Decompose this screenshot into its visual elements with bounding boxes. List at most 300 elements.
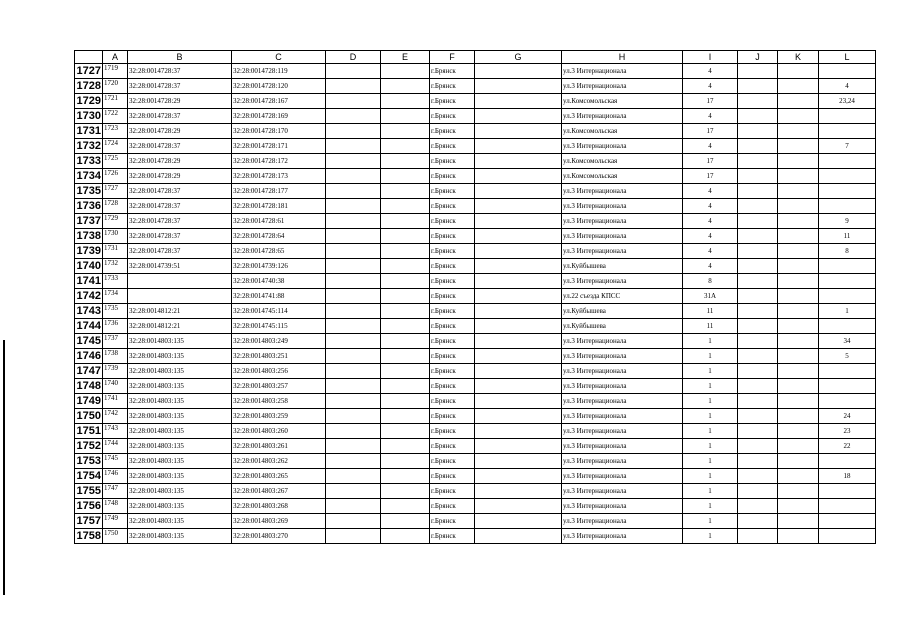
row-number-cell[interactable]: 1758 xyxy=(75,529,103,544)
cell-l[interactable]: 9 xyxy=(819,214,876,229)
cell-l[interactable] xyxy=(819,394,876,409)
cell-i[interactable]: 4 xyxy=(683,199,738,214)
cell-j[interactable] xyxy=(738,499,778,514)
cell-j[interactable] xyxy=(738,304,778,319)
cell-k[interactable] xyxy=(778,64,819,79)
cell-k[interactable] xyxy=(778,394,819,409)
cell-b[interactable]: 32:28:0014728:37 xyxy=(128,214,232,229)
cell-g[interactable] xyxy=(475,214,562,229)
cell-d[interactable] xyxy=(326,124,381,139)
cell-g[interactable] xyxy=(475,199,562,214)
cell-a[interactable]: 1745 xyxy=(103,454,128,469)
cell-a[interactable]: 1739 xyxy=(103,364,128,379)
cell-a[interactable]: 1734 xyxy=(103,289,128,304)
cell-d[interactable] xyxy=(326,469,381,484)
cell-c[interactable]: 32:28:0014803:259 xyxy=(232,409,326,424)
cell-a[interactable]: 1738 xyxy=(103,349,128,364)
cell-a[interactable]: 1748 xyxy=(103,499,128,514)
cell-g[interactable] xyxy=(475,499,562,514)
cell-l[interactable]: 22 xyxy=(819,439,876,454)
cell-e[interactable] xyxy=(381,349,430,364)
cell-c[interactable]: 32:28:0014803:269 xyxy=(232,514,326,529)
cell-l[interactable] xyxy=(819,364,876,379)
cell-h[interactable]: ул.3 Интернационала xyxy=(562,184,683,199)
cell-l[interactable]: 11 xyxy=(819,229,876,244)
cell-c[interactable]: 32:28:0014803:261 xyxy=(232,439,326,454)
cell-g[interactable] xyxy=(475,79,562,94)
cell-k[interactable] xyxy=(778,349,819,364)
row-number-cell[interactable]: 1752 xyxy=(75,439,103,454)
row-number-cell[interactable]: 1746 xyxy=(75,349,103,364)
column-header-j[interactable]: J xyxy=(738,51,778,64)
cell-k[interactable] xyxy=(778,139,819,154)
cell-f[interactable]: г.Брянск xyxy=(430,229,475,244)
cell-a[interactable]: 1726 xyxy=(103,169,128,184)
cell-j[interactable] xyxy=(738,469,778,484)
cell-b[interactable] xyxy=(128,274,232,289)
cell-k[interactable] xyxy=(778,184,819,199)
cell-j[interactable] xyxy=(738,274,778,289)
cell-b[interactable]: 32:28:0014803:135 xyxy=(128,394,232,409)
cell-g[interactable] xyxy=(475,184,562,199)
cell-d[interactable] xyxy=(326,79,381,94)
cell-l[interactable] xyxy=(819,379,876,394)
cell-j[interactable] xyxy=(738,124,778,139)
cell-i[interactable]: 4 xyxy=(683,229,738,244)
cell-j[interactable] xyxy=(738,79,778,94)
cell-b[interactable]: 32:28:0014803:135 xyxy=(128,514,232,529)
cell-f[interactable]: г.Брянск xyxy=(430,154,475,169)
cell-d[interactable] xyxy=(326,154,381,169)
cell-i[interactable]: 17 xyxy=(683,94,738,109)
cell-g[interactable] xyxy=(475,454,562,469)
cell-c[interactable]: 32:28:0014803:257 xyxy=(232,379,326,394)
cell-l[interactable]: 7 xyxy=(819,139,876,154)
cell-d[interactable] xyxy=(326,514,381,529)
cell-c[interactable]: 32:28:0014803:267 xyxy=(232,484,326,499)
cell-e[interactable] xyxy=(381,154,430,169)
row-number-cell[interactable]: 1754 xyxy=(75,469,103,484)
cell-j[interactable] xyxy=(738,334,778,349)
cell-b[interactable]: 32:28:0014728:37 xyxy=(128,109,232,124)
cell-h[interactable]: ул.3 Интернационала xyxy=(562,64,683,79)
cell-k[interactable] xyxy=(778,79,819,94)
cell-i[interactable]: 1 xyxy=(683,334,738,349)
cell-k[interactable] xyxy=(778,274,819,289)
cell-h[interactable]: ул.3 Интернационала xyxy=(562,79,683,94)
cell-d[interactable] xyxy=(326,244,381,259)
cell-e[interactable] xyxy=(381,214,430,229)
cell-g[interactable] xyxy=(475,259,562,274)
column-header-i[interactable]: I xyxy=(683,51,738,64)
cell-h[interactable]: ул.3 Интернационала xyxy=(562,499,683,514)
cell-a[interactable]: 1747 xyxy=(103,484,128,499)
cell-i[interactable]: 11 xyxy=(683,319,738,334)
cell-a[interactable]: 1731 xyxy=(103,244,128,259)
cell-j[interactable] xyxy=(738,364,778,379)
cell-l[interactable] xyxy=(819,289,876,304)
cell-e[interactable] xyxy=(381,124,430,139)
cell-e[interactable] xyxy=(381,409,430,424)
cell-f[interactable]: г.Брянск xyxy=(430,439,475,454)
cell-l[interactable]: 23,24 xyxy=(819,94,876,109)
cell-k[interactable] xyxy=(778,244,819,259)
row-number-cell[interactable]: 1741 xyxy=(75,274,103,289)
cell-l[interactable] xyxy=(819,169,876,184)
cell-i[interactable]: 1 xyxy=(683,364,738,379)
cell-a[interactable]: 1744 xyxy=(103,439,128,454)
cell-i[interactable]: 4 xyxy=(683,244,738,259)
cell-g[interactable] xyxy=(475,244,562,259)
cell-a[interactable]: 1749 xyxy=(103,514,128,529)
cell-c[interactable]: 32:28:0014803:249 xyxy=(232,334,326,349)
cell-l[interactable]: 18 xyxy=(819,469,876,484)
cell-l[interactable]: 24 xyxy=(819,409,876,424)
cell-e[interactable] xyxy=(381,529,430,544)
cell-h[interactable]: ул.Комсомольская xyxy=(562,154,683,169)
cell-h[interactable]: ул.22 съезда КПСС xyxy=(562,289,683,304)
cell-j[interactable] xyxy=(738,514,778,529)
cell-i[interactable]: 1 xyxy=(683,439,738,454)
cell-f[interactable]: г.Брянск xyxy=(430,364,475,379)
row-number-cell[interactable]: 1757 xyxy=(75,514,103,529)
cell-f[interactable]: г.Брянск xyxy=(430,274,475,289)
cell-d[interactable] xyxy=(326,364,381,379)
cell-b[interactable]: 32:28:0014728:37 xyxy=(128,139,232,154)
cell-f[interactable]: г.Брянск xyxy=(430,529,475,544)
cell-h[interactable]: ул.3 Интернационала xyxy=(562,424,683,439)
cell-g[interactable] xyxy=(475,289,562,304)
cell-h[interactable]: ул.3 Интернационала xyxy=(562,274,683,289)
cell-i[interactable]: 1 xyxy=(683,499,738,514)
cell-l[interactable] xyxy=(819,154,876,169)
cell-b[interactable]: 32:28:0014803:135 xyxy=(128,379,232,394)
cell-d[interactable] xyxy=(326,169,381,184)
cell-l[interactable]: 23 xyxy=(819,424,876,439)
cell-d[interactable] xyxy=(326,484,381,499)
cell-g[interactable] xyxy=(475,349,562,364)
cell-c[interactable]: 32:28:0014728:119 xyxy=(232,64,326,79)
cell-d[interactable] xyxy=(326,259,381,274)
cell-d[interactable] xyxy=(326,319,381,334)
cell-i[interactable]: 31А xyxy=(683,289,738,304)
cell-l[interactable] xyxy=(819,499,876,514)
cell-g[interactable] xyxy=(475,379,562,394)
cell-b[interactable]: 32:28:0014803:135 xyxy=(128,409,232,424)
cell-i[interactable]: 17 xyxy=(683,154,738,169)
cell-g[interactable] xyxy=(475,274,562,289)
cell-h[interactable]: ул.3 Интернационала xyxy=(562,364,683,379)
cell-d[interactable] xyxy=(326,439,381,454)
cell-b[interactable]: 32:28:0014728:37 xyxy=(128,199,232,214)
cell-j[interactable] xyxy=(738,454,778,469)
cell-f[interactable]: г.Брянск xyxy=(430,184,475,199)
cell-h[interactable]: ул.3 Интернационала xyxy=(562,229,683,244)
cell-a[interactable]: 1742 xyxy=(103,409,128,424)
cell-a[interactable]: 1732 xyxy=(103,259,128,274)
cell-h[interactable]: ул.3 Интернационала xyxy=(562,199,683,214)
corner-cell[interactable] xyxy=(75,51,103,64)
cell-e[interactable] xyxy=(381,364,430,379)
cell-d[interactable] xyxy=(326,424,381,439)
cell-c[interactable]: 32:28:0014803:262 xyxy=(232,454,326,469)
cell-d[interactable] xyxy=(326,334,381,349)
cell-c[interactable]: 32:28:0014803:256 xyxy=(232,364,326,379)
cell-j[interactable] xyxy=(738,484,778,499)
cell-c[interactable]: 32:28:0014728:173 xyxy=(232,169,326,184)
cell-g[interactable] xyxy=(475,109,562,124)
cell-j[interactable] xyxy=(738,394,778,409)
cell-j[interactable] xyxy=(738,64,778,79)
cell-i[interactable]: 11 xyxy=(683,304,738,319)
cell-b[interactable]: 32:28:0014728:37 xyxy=(128,79,232,94)
cell-f[interactable]: г.Брянск xyxy=(430,214,475,229)
cell-k[interactable] xyxy=(778,334,819,349)
cell-d[interactable] xyxy=(326,454,381,469)
cell-e[interactable] xyxy=(381,319,430,334)
cell-i[interactable]: 1 xyxy=(683,409,738,424)
cell-j[interactable] xyxy=(738,379,778,394)
row-number-cell[interactable]: 1748 xyxy=(75,379,103,394)
row-number-cell[interactable]: 1749 xyxy=(75,394,103,409)
cell-b[interactable]: 32:28:0014728:29 xyxy=(128,94,232,109)
cell-j[interactable] xyxy=(738,349,778,364)
cell-k[interactable] xyxy=(778,304,819,319)
row-number-cell[interactable]: 1736 xyxy=(75,199,103,214)
cell-h[interactable]: ул.3 Интернационала xyxy=(562,514,683,529)
cell-l[interactable] xyxy=(819,514,876,529)
row-number-cell[interactable]: 1731 xyxy=(75,124,103,139)
cell-c[interactable]: 32:28:0014728:181 xyxy=(232,199,326,214)
row-number-cell[interactable]: 1738 xyxy=(75,229,103,244)
cell-c[interactable]: 32:28:0014728:171 xyxy=(232,139,326,154)
cell-e[interactable] xyxy=(381,244,430,259)
row-number-cell[interactable]: 1747 xyxy=(75,364,103,379)
cell-e[interactable] xyxy=(381,109,430,124)
cell-j[interactable] xyxy=(738,424,778,439)
cell-b[interactable]: 32:28:0014812:21 xyxy=(128,319,232,334)
cell-h[interactable]: ул.Комсомольская xyxy=(562,124,683,139)
cell-g[interactable] xyxy=(475,139,562,154)
column-header-e[interactable]: E xyxy=(381,51,430,64)
cell-a[interactable]: 1743 xyxy=(103,424,128,439)
cell-j[interactable] xyxy=(738,154,778,169)
cell-c[interactable]: 32:28:0014728:170 xyxy=(232,124,326,139)
cell-c[interactable]: 32:28:0014740:38 xyxy=(232,274,326,289)
cell-h[interactable]: ул.3 Интернационала xyxy=(562,214,683,229)
cell-g[interactable] xyxy=(475,364,562,379)
cell-f[interactable]: г.Брянск xyxy=(430,169,475,184)
cell-d[interactable] xyxy=(326,349,381,364)
cell-l[interactable]: 1 xyxy=(819,304,876,319)
row-number-cell[interactable]: 1729 xyxy=(75,94,103,109)
cell-f[interactable]: г.Брянск xyxy=(430,244,475,259)
cell-j[interactable] xyxy=(738,184,778,199)
cell-b[interactable]: 32:28:0014739:51 xyxy=(128,259,232,274)
cell-h[interactable]: ул.Куйбышева xyxy=(562,319,683,334)
cell-d[interactable] xyxy=(326,529,381,544)
cell-i[interactable]: 1 xyxy=(683,349,738,364)
cell-e[interactable] xyxy=(381,394,430,409)
cell-d[interactable] xyxy=(326,214,381,229)
cell-e[interactable] xyxy=(381,439,430,454)
cell-i[interactable]: 4 xyxy=(683,259,738,274)
row-number-cell[interactable]: 1751 xyxy=(75,424,103,439)
cell-h[interactable]: ул.Комсомольская xyxy=(562,169,683,184)
cell-a[interactable]: 1729 xyxy=(103,214,128,229)
row-number-cell[interactable]: 1733 xyxy=(75,154,103,169)
cell-e[interactable] xyxy=(381,304,430,319)
cell-f[interactable]: г.Брянск xyxy=(430,469,475,484)
cell-c[interactable]: 32:28:0014728:65 xyxy=(232,244,326,259)
cell-h[interactable]: ул.3 Интернационала xyxy=(562,379,683,394)
cell-e[interactable] xyxy=(381,514,430,529)
cell-b[interactable]: 32:28:0014803:135 xyxy=(128,364,232,379)
cell-l[interactable] xyxy=(819,124,876,139)
cell-j[interactable] xyxy=(738,169,778,184)
cell-a[interactable]: 1741 xyxy=(103,394,128,409)
cell-k[interactable] xyxy=(778,469,819,484)
cell-d[interactable] xyxy=(326,184,381,199)
cell-c[interactable]: 32:28:0014728:177 xyxy=(232,184,326,199)
cell-a[interactable]: 1719 xyxy=(103,64,128,79)
cell-b[interactable]: 32:28:0014728:37 xyxy=(128,64,232,79)
cell-f[interactable]: г.Брянск xyxy=(430,394,475,409)
cell-k[interactable] xyxy=(778,229,819,244)
cell-f[interactable]: г.Брянск xyxy=(430,319,475,334)
row-number-cell[interactable]: 1740 xyxy=(75,259,103,274)
cell-g[interactable] xyxy=(475,64,562,79)
cell-e[interactable] xyxy=(381,94,430,109)
cell-l[interactable]: 8 xyxy=(819,244,876,259)
column-header-f[interactable]: F xyxy=(430,51,475,64)
row-number-cell[interactable]: 1743 xyxy=(75,304,103,319)
column-header-h[interactable]: H xyxy=(562,51,683,64)
cell-l[interactable] xyxy=(819,274,876,289)
cell-a[interactable]: 1735 xyxy=(103,304,128,319)
row-number-cell[interactable]: 1750 xyxy=(75,409,103,424)
column-header-a[interactable]: A xyxy=(103,51,128,64)
cell-i[interactable]: 1 xyxy=(683,529,738,544)
row-number-cell[interactable]: 1753 xyxy=(75,454,103,469)
cell-b[interactable]: 32:28:0014728:37 xyxy=(128,184,232,199)
cell-g[interactable] xyxy=(475,529,562,544)
cell-c[interactable]: 32:28:0014741:88 xyxy=(232,289,326,304)
cell-j[interactable] xyxy=(738,94,778,109)
cell-b[interactable] xyxy=(128,289,232,304)
cell-f[interactable]: г.Брянск xyxy=(430,124,475,139)
cell-k[interactable] xyxy=(778,199,819,214)
cell-i[interactable]: 4 xyxy=(683,184,738,199)
cell-d[interactable] xyxy=(326,499,381,514)
row-number-cell[interactable]: 1728 xyxy=(75,79,103,94)
row-number-cell[interactable]: 1732 xyxy=(75,139,103,154)
cell-e[interactable] xyxy=(381,139,430,154)
cell-g[interactable] xyxy=(475,514,562,529)
cell-j[interactable] xyxy=(738,139,778,154)
cell-e[interactable] xyxy=(381,64,430,79)
cell-h[interactable]: ул.3 Интернационала xyxy=(562,349,683,364)
cell-g[interactable] xyxy=(475,424,562,439)
cell-k[interactable] xyxy=(778,454,819,469)
cell-b[interactable]: 32:28:0014803:135 xyxy=(128,484,232,499)
cell-e[interactable] xyxy=(381,484,430,499)
cell-a[interactable]: 1737 xyxy=(103,334,128,349)
cell-k[interactable] xyxy=(778,484,819,499)
cell-b[interactable]: 32:28:0014803:135 xyxy=(128,439,232,454)
row-number-cell[interactable]: 1755 xyxy=(75,484,103,499)
cell-f[interactable]: г.Брянск xyxy=(430,349,475,364)
cell-b[interactable]: 32:28:0014728:29 xyxy=(128,124,232,139)
cell-h[interactable]: ул.Куйбышева xyxy=(562,259,683,274)
row-number-cell[interactable]: 1737 xyxy=(75,214,103,229)
cell-j[interactable] xyxy=(738,214,778,229)
cell-i[interactable]: 4 xyxy=(683,214,738,229)
cell-k[interactable] xyxy=(778,364,819,379)
cell-f[interactable]: г.Брянск xyxy=(430,79,475,94)
cell-c[interactable]: 32:28:0014745:115 xyxy=(232,319,326,334)
cell-k[interactable] xyxy=(778,424,819,439)
cell-l[interactable] xyxy=(819,319,876,334)
cell-k[interactable] xyxy=(778,319,819,334)
cell-c[interactable]: 32:28:0014728:169 xyxy=(232,109,326,124)
cell-f[interactable]: г.Брянск xyxy=(430,499,475,514)
column-header-c[interactable]: C xyxy=(232,51,326,64)
cell-f[interactable]: г.Брянск xyxy=(430,304,475,319)
cell-l[interactable] xyxy=(819,454,876,469)
cell-i[interactable]: 4 xyxy=(683,109,738,124)
cell-j[interactable] xyxy=(738,199,778,214)
cell-j[interactable] xyxy=(738,229,778,244)
cell-a[interactable]: 1733 xyxy=(103,274,128,289)
cell-j[interactable] xyxy=(738,319,778,334)
cell-e[interactable] xyxy=(381,499,430,514)
column-header-g[interactable]: G xyxy=(475,51,562,64)
cell-l[interactable] xyxy=(819,484,876,499)
cell-l[interactable] xyxy=(819,109,876,124)
cell-b[interactable]: 32:28:0014803:135 xyxy=(128,424,232,439)
cell-c[interactable]: 32:28:0014803:270 xyxy=(232,529,326,544)
cell-k[interactable] xyxy=(778,379,819,394)
cell-i[interactable]: 17 xyxy=(683,124,738,139)
row-number-cell[interactable]: 1730 xyxy=(75,109,103,124)
cell-e[interactable] xyxy=(381,469,430,484)
cell-h[interactable]: ул.3 Интернационала xyxy=(562,244,683,259)
cell-i[interactable]: 1 xyxy=(683,514,738,529)
cell-h[interactable]: ул.3 Интернационала xyxy=(562,109,683,124)
cell-a[interactable]: 1727 xyxy=(103,184,128,199)
cell-j[interactable] xyxy=(738,289,778,304)
cell-f[interactable]: г.Брянск xyxy=(430,259,475,274)
cell-b[interactable]: 32:28:0014728:37 xyxy=(128,244,232,259)
cell-e[interactable] xyxy=(381,199,430,214)
column-header-b[interactable]: B xyxy=(128,51,232,64)
cell-i[interactable]: 1 xyxy=(683,454,738,469)
row-number-cell[interactable]: 1735 xyxy=(75,184,103,199)
cell-e[interactable] xyxy=(381,379,430,394)
cell-e[interactable] xyxy=(381,79,430,94)
cell-c[interactable]: 32:28:0014803:251 xyxy=(232,349,326,364)
cell-e[interactable] xyxy=(381,424,430,439)
cell-e[interactable] xyxy=(381,274,430,289)
cell-a[interactable]: 1722 xyxy=(103,109,128,124)
cell-f[interactable]: г.Брянск xyxy=(430,94,475,109)
cell-i[interactable]: 4 xyxy=(683,79,738,94)
cell-g[interactable] xyxy=(475,304,562,319)
cell-l[interactable] xyxy=(819,199,876,214)
cell-g[interactable] xyxy=(475,439,562,454)
cell-e[interactable] xyxy=(381,334,430,349)
